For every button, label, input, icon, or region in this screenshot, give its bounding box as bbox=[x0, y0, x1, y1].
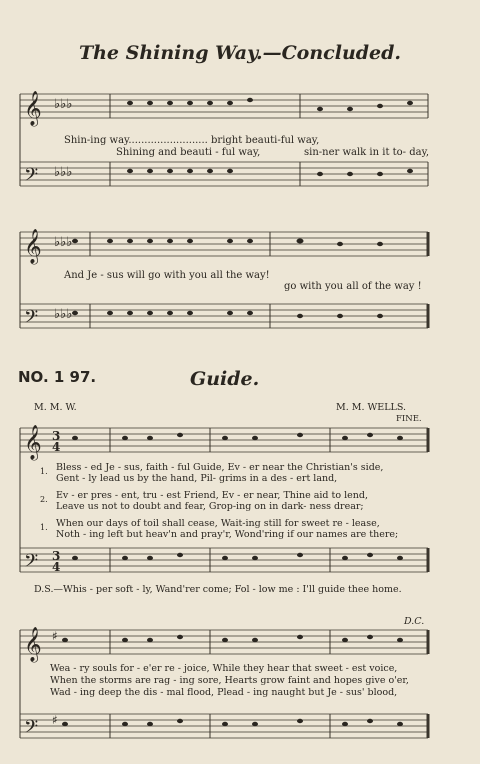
lyric-line: sin-ner walk in it to- day, bbox=[304, 147, 430, 158]
svg-text:♯: ♯ bbox=[52, 713, 58, 727]
dc-mark: D.C. bbox=[404, 616, 425, 627]
svg-text:𝄢: 𝄢 bbox=[24, 307, 39, 332]
page-title: The Shining Way.—Concluded. bbox=[78, 42, 402, 64]
words-credit: M. M. W. bbox=[34, 402, 77, 413]
svg-text:♭♭♭: ♭♭♭ bbox=[54, 165, 73, 180]
refrain-line: When the storms are rag - ing sore, Hearts grow faint and hopes give o'er, bbox=[50, 675, 409, 686]
hymn-number: NO. 1 97. bbox=[18, 368, 97, 386]
verse-line: Bless - ed Je - sus, faith - ful Guide, Ev - er near the Christian's side, bbox=[56, 462, 384, 473]
lyric-line: Shin-ing way......................... bright beauti-ful way, bbox=[64, 135, 320, 146]
verse-line: When our days of toil shall cease, Wait-ing still for sweet re - lease, bbox=[56, 518, 380, 529]
music-credit: M. M. WELLS. bbox=[336, 402, 407, 413]
svg-text:3: 3 bbox=[52, 429, 61, 443]
svg-text:𝄢: 𝄢 bbox=[24, 551, 39, 576]
svg-text:♯: ♯ bbox=[52, 629, 58, 643]
ds-line: D.S.—Whis - per soft - ly, Wand'rer come; Fol - low me : I'll guide thee home. bbox=[34, 584, 402, 595]
svg-text:𝄞: 𝄞 bbox=[24, 91, 42, 126]
svg-text:𝄢: 𝄢 bbox=[24, 165, 39, 190]
svg-text:♭♭♭: ♭♭♭ bbox=[54, 307, 73, 322]
svg-text:𝄞: 𝄞 bbox=[24, 425, 42, 460]
verse-line: Leave us not to doubt and fear, Grop-ing on in dark- ness drear; bbox=[56, 501, 364, 512]
verse-line: Noth - ing left but heav'n and pray'r, Wond'ring if our names are there; bbox=[56, 529, 399, 540]
verse-line: Gent - ly lead us by the hand, Pil- grims in a des - ert land, bbox=[56, 473, 338, 484]
svg-text:𝄞: 𝄞 bbox=[24, 229, 42, 264]
verse-number: 1. bbox=[40, 467, 48, 476]
svg-text:𝄢: 𝄢 bbox=[24, 717, 39, 742]
svg-text:4: 4 bbox=[52, 560, 61, 574]
lyric-line: go with you all of the way ! bbox=[284, 281, 422, 292]
hymn-title: Guide. bbox=[190, 368, 260, 390]
svg-text:♭♭♭: ♭♭♭ bbox=[54, 97, 73, 112]
svg-text:4: 4 bbox=[52, 440, 61, 454]
refrain-line: Wad - ing deep the dis - mal flood, Plead - ing naught but Je - sus' blood, bbox=[50, 687, 398, 698]
svg-text:𝄞: 𝄞 bbox=[24, 627, 42, 662]
verse-line: Ev - er pres - ent, tru - est Friend, Ev - er near, Thine aid to lend, bbox=[56, 490, 368, 501]
refrain-line: Wea - ry souls for - e'er re - joice, While they hear that sweet - est voice, bbox=[50, 663, 398, 674]
svg-text:♭♭♭: ♭♭♭ bbox=[54, 235, 73, 250]
lyric-line: And Je - sus will go with you all the way! bbox=[64, 270, 270, 281]
verse-number: 2. bbox=[40, 495, 48, 504]
verse-number: 1. bbox=[40, 523, 48, 532]
svg-text:3: 3 bbox=[52, 549, 61, 563]
fine-mark: FINE. bbox=[396, 414, 422, 424]
lyric-line: Shining and beauti - ful way, bbox=[116, 147, 261, 158]
